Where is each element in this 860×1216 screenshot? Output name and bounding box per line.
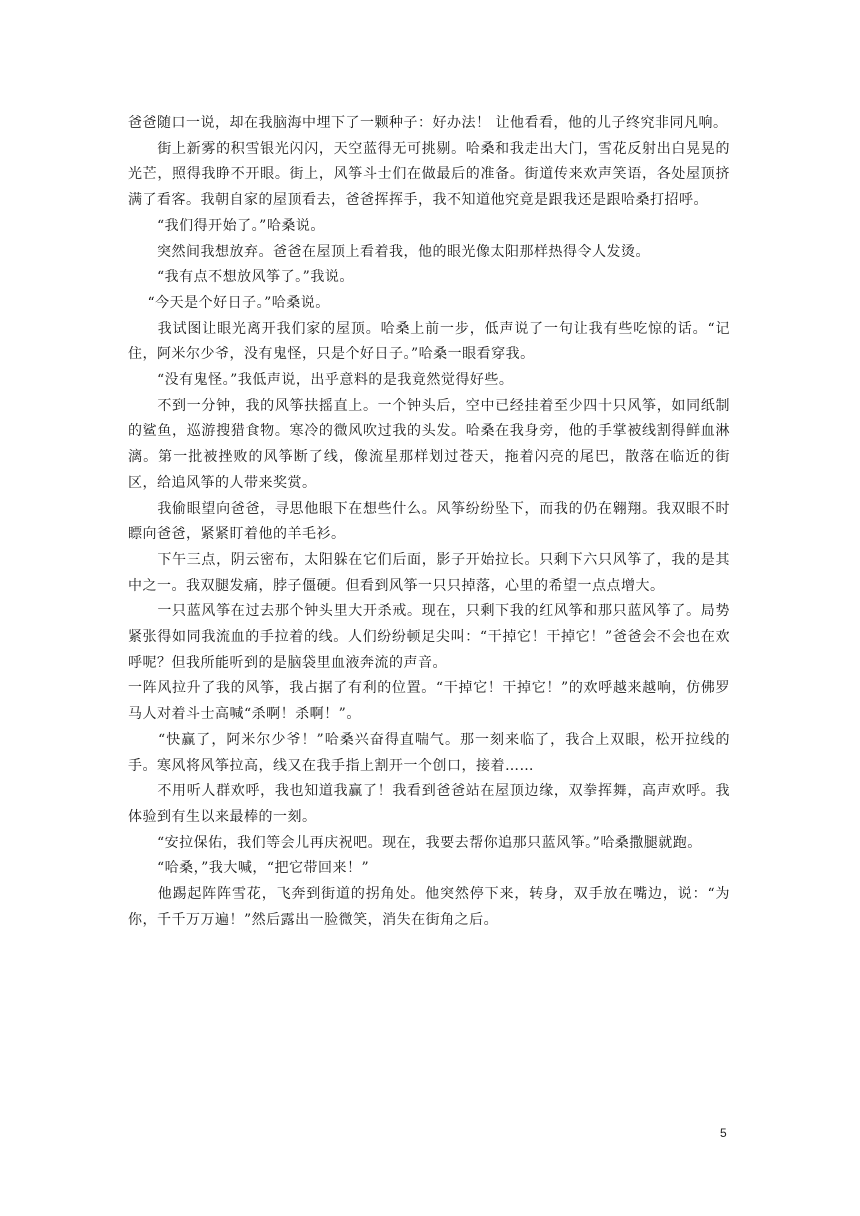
paragraph: 一阵风拉升了我的风筝，我占据了有利的位置。“干掉它！干掉它！”的欢呼越来越响，仿佛罗马人对着斗士高喊“杀啊！杀啊！”。	[128, 680, 730, 723]
paragraph: 突然间我想放弃。爸爸在屋顶上看着我，他的眼光像太阳那样热得令人发烫。	[128, 243, 650, 260]
paragraph: 不到一分钟，我的风筝扶摇直上。一个钟头后，空中已经挂着至少四十只风筝，如同纸制的鲨鱼，巡游搜猎食物。寒冷的微风吹过我的头发。哈桑在我身旁，他的手掌被线割得鲜血淋漓。第一批被挫败的风筝断了线，像流星那样划过苍天，拖着闪亮的尾巴，散落在临近的街区，给追风筝的人带来奖赏。	[128, 397, 730, 491]
paragraph: “哈桑，”我大喊，“把它带回来！”	[128, 860, 370, 877]
paragraph: “今天是个好日子。”哈桑说。	[128, 294, 330, 311]
article-body	[128, 111, 730, 934]
paragraph: 爸爸随口一说，却在我脑海中埋下了一颗种子：好办法！ 让他看看，他的儿子终究非同凡响。	[128, 115, 728, 131]
paragraph: 一只蓝风筝在过去那个钟头里大开杀戒。现在，只剩下我的红风筝和那只蓝风筝了。局势紧张得如同我流血的手拉着的线。人们纷纷顿足尖叫：“干掉它！干掉它！”爸爸会不会也在欢呼呢？但我所能听到的是脑袋里血液奔流的声音。	[128, 603, 730, 671]
paragraph: 他踢起阵阵雪花，飞奔到街道的拐角处。他突然停下来，转身，双手放在嘴边，说：“为你，千千万万遍！”然后露出一脸微笑，消失在街角之后。	[128, 886, 730, 928]
paragraph: “我们得开始了。”哈桑说。	[128, 217, 325, 234]
paragraph: “没有鬼怪。”我低声说，出乎意料的是我竟然觉得好些。	[128, 372, 514, 389]
paragraph: “快赢了，阿米尔少爷！”哈桑兴奋得直喘气。那一刻来临了，我合上双眼，松开拉线的手。寒风将风筝拉高，线又在我手指上割开一个创口，接着……	[128, 731, 730, 774]
page-number: 5	[720, 1126, 727, 1140]
paragraph: 下午三点，阴云密布，太阳躲在它们后面，影子开始拉长。只剩下六只风筝了，我的是其中之一。我双腿发痛，脖子僵硬。但看到风筝一只只掉落，心里的希望一点点增大。	[128, 551, 730, 594]
paragraph: “我有点不想放风筝了。”我说。	[128, 269, 354, 286]
paragraph: “安拉保佑，我们等会儿再庆祝吧。现在，我要去帮你追那只蓝风筝。”哈桑撒腿就跑。	[128, 834, 702, 851]
paragraph: 街上新雾的积雪银光闪闪，天空蓝得无可挑剔。哈桑和我走出大门，雪花反射出白晃晃的光芒，照得我睁不开眼。街上，风筝斗士们在做最后的准备。街道传来欢声笑语，各处屋顶挤满了看客。我朝自家的屋顶看去，爸爸挥挥手，我不知道他究竟是跟我还是跟哈桑打招呼。	[128, 140, 730, 209]
paragraph: 我试图让眼光离开我们家的屋顶。哈桑上前一步，低声说了一句让我有些吃惊的话。“记住，阿米尔少爷，没有鬼怪，只是个好日子。”哈桑一眼看穿我。	[128, 320, 730, 363]
paragraph: 不用听人群欢呼，我也知道我赢了！我看到爸爸站在屋顶边缘，双拳挥舞，高声欢呼。我体验到有生以来最棒的一刻。	[128, 783, 730, 825]
paragraph: 我偷眼望向爸爸，寻思他眼下在想些什么。风筝纷纷坠下，而我的仍在翱翔。我双眼不时瞟向爸爸，紧紧盯着他的羊毛衫。	[128, 500, 730, 543]
